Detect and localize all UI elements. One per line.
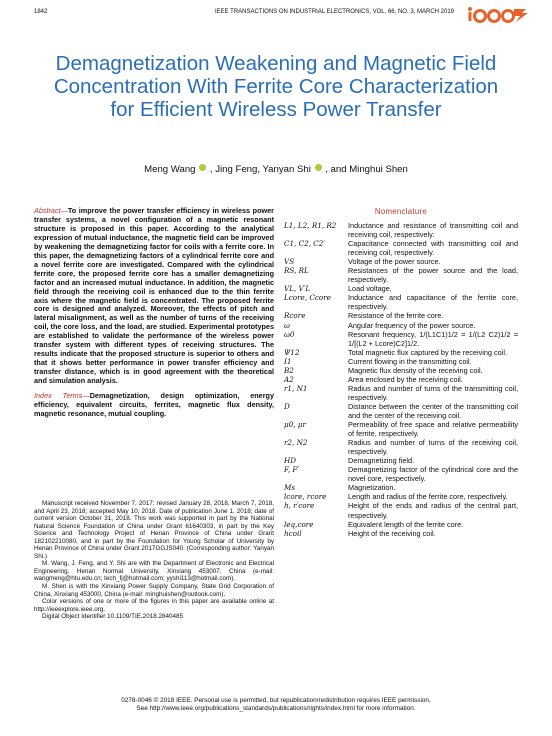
nomenclature-symbol: lcore, rcore [284,492,327,502]
nomenclature-symbol: F, F′ [284,465,300,475]
nomenclature-row [284,321,518,330]
nomenclature-row [284,357,518,366]
nomenclature-definition: Resonant frequency, 1/(L1C1)1/2 = 1/(L2 C2)1/2 = 1/[(L2 + Lcore)C2]1/2. [348,329,518,348]
footnote: M. Shen is with the Xinxiang Power Supply Company, State Grid Corporation of China, Xinxiang 453000, China (e-mail: minghuishen@outlook.com). [34,583,274,598]
index-terms-text: Demagnetization, design optimization, energy efficiency, equivalent circuits, ferrites, magnetic flux density, magnetic resonance, mutual coupling. [34,391,274,418]
nomenclature-definition: Load voltage. [348,284,392,294]
nomenclature-symbol: C1, C2, C2′ [284,239,325,249]
nomenclature-symbol: RS, RL [284,266,309,276]
nomenclature-row [284,284,518,293]
nomenclature-row [284,239,518,257]
nomenclature-row [284,529,518,538]
nomenclature-symbol: VS [284,257,295,267]
nomenclature-symbol: B2 [284,365,294,375]
nomenclature-row [284,366,518,375]
nomenclature-definition: Magnetization. [348,483,396,493]
nomenclature-symbol: L1, L2, R1, R2 [284,221,337,230]
nomenclature-row [284,384,518,402]
copyright-notice [0,697,552,713]
footnote: Digital Object Identifier 10.1109/TIE.2018.2840485 [42,613,183,621]
nomenclature-definition: Angular frequency of the power source. [348,320,476,330]
author-list [0,164,552,175]
nomenclature-definition: Length and radius of the ferrite core, respectively. [348,492,508,502]
nomenclature-symbol: Ψ12 [284,347,300,357]
nomenclature-definition: Magnetic flux density of the receiving coil. [348,365,483,375]
nomenclature-definition: Distance between the center of the transmitting coil and the center of the receiving coil. [348,401,518,420]
nomenclature-row [284,293,518,311]
nomenclature-definition: Radius and number of turns of the transmitting coil, respectively. [348,383,518,402]
orcid-icon[interactable] [199,164,206,171]
nomenclature-row [284,456,518,465]
nomenclature-symbol: Ms [284,483,296,493]
page-number: 1842 [34,9,48,15]
abstract: Abstract—To improve the power transfer efficiency in wireless power transfer systems, a novel configuration of a magnetic resonant structure is proposed in this paper. According to the analytical expression of mutual inductance, the magnetic field can be improved by weakening the demagnetizing factor for coils with a ferrite core. In this paper, the demagnetizing factors of a cylindrical ferrite core and a novel ferrite core are investigated. Compared with the cylindrical ferrite core, the proposed ferrite core has a smaller demagnetizing factor and an increased mutual inductance. In addition, the magnetic field through the receiving coil is enhanced due to the thin ferrite axis where the magnetic field is concentrated. The proposed ferrite core is designed and analyzed. Moreover, the effects of pitch and lateral misalignment, as well as the number of turns of the receiving coil, the core loss, and the load, are studied. Experimental prototypes are established to validate the performance of the wireless power transfer system with different types of receiving structures. The results indicate that the proposed structure is superior to others and that it shows better performance in power transfer efficiency and transfer distance, which is in good agreement with the theoretical and simulation analysis. [34,206,274,386]
nomenclature-symbol: Rcore [284,311,306,321]
nomenclature-symbol: D [284,401,290,411]
nomenclature-symbol: r1, N1 [284,383,308,393]
nomenclature-definition: Permeability of free space and relative permeability of ferrite, respectively. [348,420,518,439]
nomenclature-definition: Inductance and capacitance of the ferrite core, respectively. [348,293,518,312]
nomenclature-row [284,420,518,438]
nomenclature-symbol: hcoil [284,528,302,538]
nomenclature-definition: Total magnetic flux captured by the receiving coil. [348,347,507,357]
nomenclature-symbol: HD [284,456,297,466]
nomenclature-definition: Height of the receiving coil. [348,528,436,538]
nomenclature-symbol: r2, N2 [284,438,308,448]
nomenclature-row [284,221,518,239]
ieee-logo [466,5,532,23]
index-terms: Index Terms—Demagnetization, design optimization, energy efficiency, equivalent circuits, ferrites, magnetic flux density, magnetic resonance, mutual coupling. [34,391,274,418]
abstract-text: To improve the power transfer efficiency in wireless power transfer systems, a novel configuration of a magnetic resonant structure is proposed in this paper. According to the analytical expression of mutual inductance, the magnetic field can be improved by weakening the demagnetizing factor for coils with a ferrite core. In this paper, the demagnetizing factors of a cylindrical ferrite core and a novel ferrite core are investigated. Compared with the cylindrical ferrite core, the proposed ferrite core has a smaller demagnetizing factor and an increased mutual inductance. In addition, the magnetic field through the receiving coil is enhanced due to the thin ferrite axis where the magnetic field is concentrated. The proposed ferrite core is designed and analyzed. Moreover, the effects of pitch and lateral misalignment, as well as the number of turns of the receiving coil, the core loss, and the load, are studied. Experimental prototypes are established to validate the performance of the wireless power transfer system with different types of receiving structures. The results indicate that the proposed structure is superior to others and that it shows better performance in power transfer efficiency and transfer distance, which is in good agreement with the theoretical and simulation analysis. [34,206,274,386]
nomenclature-definition: Current flowing in the transmitting coil. [348,356,472,366]
nomenclature-symbol: ω [284,320,290,330]
abstract-label: Abstract [34,206,61,215]
nomenclature-row [284,348,518,357]
author-names: , and Minghui Shen [325,164,408,175]
nomenclature-definition: Height of the ends and radius of the central part, respectively. [348,501,518,520]
nomenclature-symbol: h, r′core [284,501,315,511]
nomenclature-row [284,492,518,501]
nomenclature-symbol: Lcore, Ccore [284,293,331,303]
nomenclature-row [284,438,518,456]
nomenclature-row [284,257,518,266]
footnotes [34,500,274,621]
nomenclature-definition: Demagnetizing factor of the cylindrical core and the novel core, respectively. [348,465,518,484]
nomenclature-row [284,375,518,384]
paper-title: Demagnetization Weakening and Magnetic Field Concentration With Ferrite Core Characterization for Efficient Wireless Power Transfer [53,52,499,122]
nomenclature-heading: Nomenclature [374,207,428,216]
author-name: Meng Wang [144,164,196,175]
nomenclature-row [284,501,518,519]
nomenclature-row [284,402,518,420]
nomenclature-row [284,520,518,529]
nomenclature-definition: Resistance of the ferrite core. [348,311,444,321]
nomenclature-row [284,483,518,492]
running-header [34,9,532,25]
nomenclature-row [284,465,518,483]
index-terms-label: Index Terms [34,391,83,401]
rights-link-line: See http://www.ieee.org/publications_standards/publications/rights/index.html for more information. [136,705,416,712]
footnote: M. Wang, J. Feng, and Y. Shi are with the Department of Electronic and Electrical Engineering, Henan Normal University, Xinxiang 453007, China (e-mail: wangmeng@htu.edu.cn; tech_fj@hotmail.com; yyshi113@hotmail.com). [34,560,274,583]
nomenclature-definition: Capacitance connected with transmitting coil and receiving coil, respectively. [348,239,518,258]
nomenclature-symbol: ω0 [284,329,295,339]
nomenclature-symbol: μ0, μr [284,420,306,430]
nomenclature-symbol: leq,core [284,519,314,529]
nomenclature-definition: Radius and number of turns of the receiving coil, respectively. [348,438,518,457]
nomenclature-definition: Area enclosed by the receiving coil. [348,374,463,384]
nomenclature-symbol: I1 [284,356,292,366]
nomenclature-definition: Demagnetizing field. [348,456,415,466]
nomenclature-definition: Voltage of the power source. [348,257,441,267]
nomenclature-row [284,330,518,348]
nomenclature-definition: Inductance and resistance of transmitting coil and receiving coil, respectively. [348,221,518,240]
nomenclature-definition: Equivalent length of the ferrite core. [348,519,464,529]
nomenclature-symbol: A2 [284,374,294,384]
footnote: Color versions of one or more of the figures in this paper are available online at http://ieeexplore.ieee.org. [34,598,274,613]
copyright-line: 0278-0046 © 2018 IEEE. Personal use is permitted, but republication/redistribution requires IEEE permission. [121,697,431,704]
footnote: Manuscript received November 7, 2017; revised January 28, 2018, March 7, 2018, and April 23, 2018; accepted May 10, 2018. Date of publication June 1, 2018; date of current version October 31, 2018. This work was supported in part by the National Natural Science Foundation of China under Grant 61640303, in part by the Key Science and Technology Project of Henan Province of China under Grant 182102210080, and in part by the Foundation for Young Scholar of University by Henan Province of China under Grant 2017GGJS040. (Corresponding author: Yanyan Shi.) [34,500,274,560]
author-names: , Jing Feng, Yanyan Shi [209,164,311,175]
orcid-icon[interactable] [315,164,322,171]
nomenclature-symbol: VL, V′L [284,284,311,294]
left-column [34,207,274,419]
nomenclature-row [284,311,518,320]
journal-citation: IEEE TRANSACTIONS ON INDUSTRIAL ELECTRONICS, VOL. 66, NO. 3, MARCH 2019 [214,9,454,15]
nomenclature-definition: Resistances of the power source and the load, respectively. [348,266,518,285]
nomenclature-list [284,221,518,538]
nomenclature-row [284,266,518,284]
